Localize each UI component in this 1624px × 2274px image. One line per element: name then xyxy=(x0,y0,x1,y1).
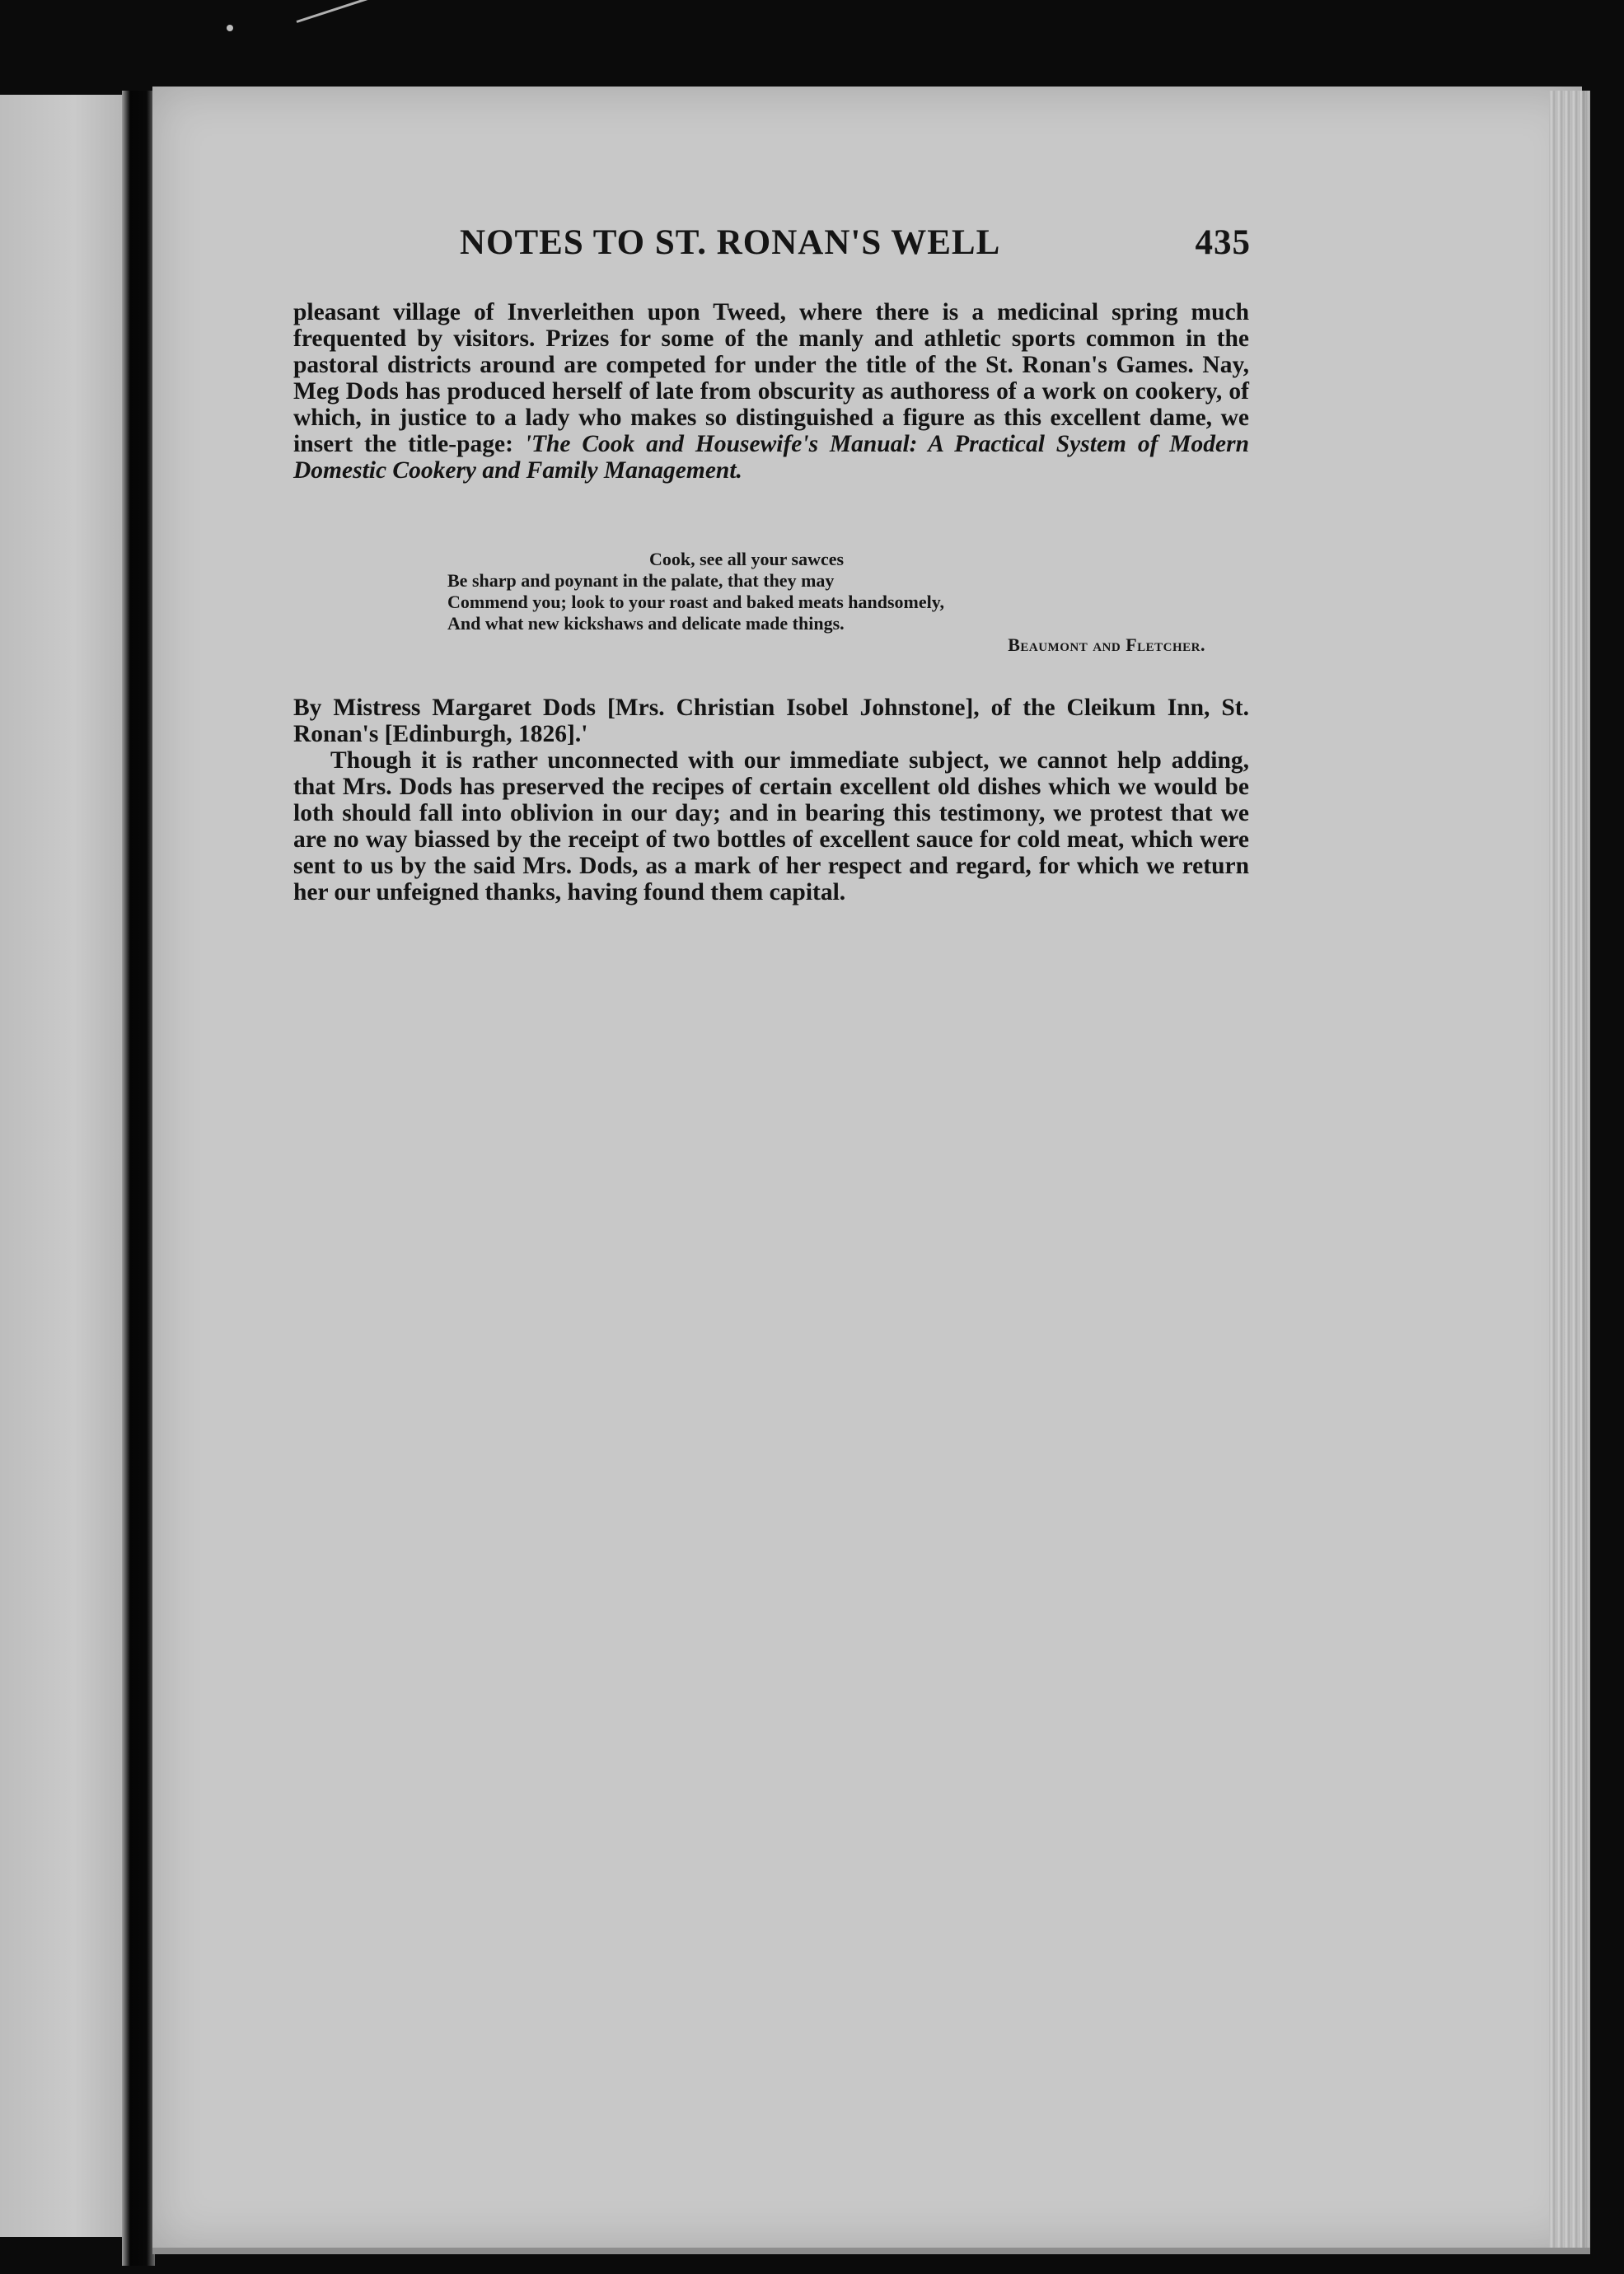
film-speck xyxy=(227,25,233,31)
page-number: 435 xyxy=(1195,223,1251,262)
verse-attribution: Beaumont and Fletcher. xyxy=(1008,634,1205,655)
paragraph-3: Though it is rather unconnected with our immediate subject, we cannot help adding, that Mrs. Dods has preserved the recipes of certain excellent old dishes which we would be loth should fall into oblivion in our day; and in bearing this testimony, we protest that we are no way biassed by the receipt of two bottles of excellent sauce for cold meat, which were sent to us by the said Mrs. Dods, as a mark of her respect and regard, for which we return her our unfeigned thanks, having found them capital. xyxy=(293,747,1249,905)
book-title-page: 'The Cook and Housewife's Manual: A Practical System of Modern Domestic Cookery and Family Management. xyxy=(293,431,1249,484)
verse-line: Cook, see all your sawces xyxy=(649,549,845,569)
left-page-edge xyxy=(0,95,124,2237)
running-header xyxy=(460,222,1251,280)
verse-line: And what new kickshaws and delicate made things. xyxy=(447,613,845,634)
paragraph-1-text: pleasant village of Inverleithen upon Tweed, where there is a medicinal spring much frequented by visitors. Prizes for some of the manly and athletic sports common in the pastoral districts around are competed for under the title of the St. Ronan's Games. Nay, Meg Dods has produced herself of late from obscurity as authoress of a work on cookery, of which, in justice to a lady who makes so distinguished a figure as this excellent dame, we insert the title-page: xyxy=(293,299,1249,457)
book-gutter xyxy=(122,91,155,2266)
running-title: NOTES TO ST. RONAN'S WELL xyxy=(460,223,1001,262)
verse-line: Commend you; look to your roast and baked meats handsomely, xyxy=(447,592,945,612)
film-scratch xyxy=(297,0,391,23)
verse-line: Be sharp and poynant in the palate, that they may xyxy=(447,570,835,591)
page-fore-edge xyxy=(1549,91,1590,2249)
verse-quotation xyxy=(447,549,1222,656)
page-bottom-edge xyxy=(152,2248,1590,2254)
paragraph-2: By Mistress Margaret Dods [Mrs. Christian Isobel Johnstone], of the Cleikum Inn, St. Ronan's [Edinburgh, 1826].' xyxy=(293,695,1249,747)
paragraph-1 xyxy=(293,299,1249,484)
